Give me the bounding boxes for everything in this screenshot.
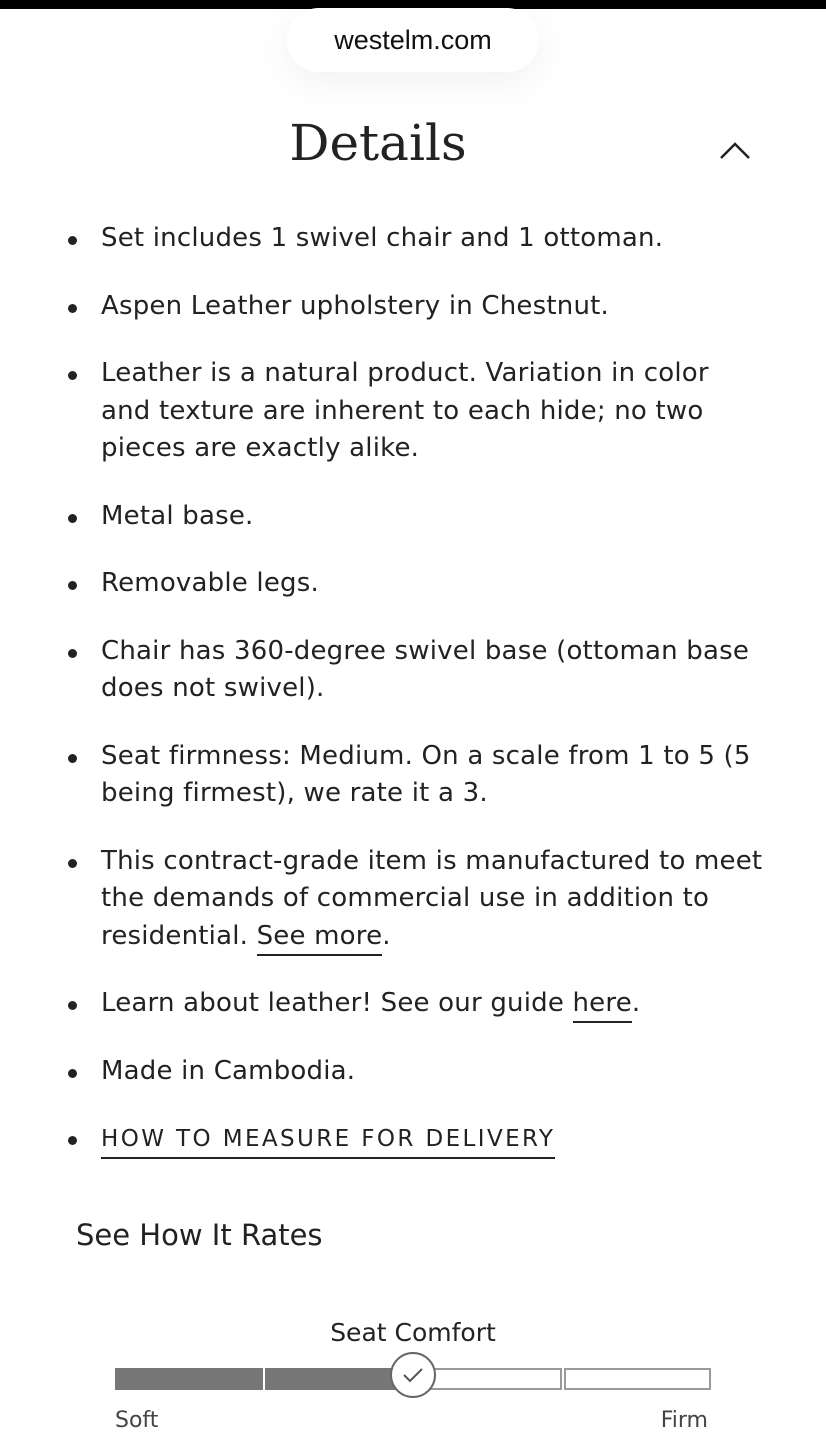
bullet-dot — [68, 754, 77, 763]
details-list-item — [0, 985, 826, 1023]
rating-marker — [390, 1352, 436, 1398]
details-list-item — [0, 220, 826, 258]
url-text: westelm.com — [334, 24, 492, 55]
rating-segment — [115, 1368, 263, 1390]
details-accordion-header[interactable] — [0, 110, 826, 190]
rating-segment — [414, 1368, 562, 1390]
details-item-text: Chair has 360-degree swivel base (ottoman base does not swivel). — [101, 635, 750, 703]
details-item-text: Learn about leather! See our guide — [101, 988, 565, 1018]
measure-for-delivery-link[interactable]: HOW TO MEASURE FOR DELIVERY — [101, 1126, 555, 1159]
details-list-item — [0, 498, 826, 536]
bullet-dot — [68, 371, 77, 380]
chevron-up-icon[interactable] — [718, 138, 752, 162]
details-item-text: This contract-grade item is manufactured to meet the demands of commercial use in addition to residential. — [101, 845, 763, 951]
details-item-text: Aspen Leather upholstery in Chestnut. — [101, 290, 609, 321]
details-item-text: Removable legs. — [101, 568, 319, 598]
bullet-dot — [68, 514, 77, 523]
details-list-item — [0, 633, 826, 708]
see-how-it-rates-heading: See How It Rates — [76, 1218, 323, 1252]
sentence-period: . — [382, 920, 391, 951]
scale-min-label: Soft — [115, 1408, 159, 1433]
details-list-item — [0, 1120, 826, 1159]
details-item-text: Leather is a natural product. Variation in color and texture are inherent to each hide; no two pieces are exactly alike. — [101, 358, 709, 463]
scale-max-label: Firm — [660, 1408, 708, 1433]
details-item-text: Made in Cambodia. — [101, 1055, 356, 1086]
bullet-dot — [68, 649, 77, 658]
details-list-item — [0, 565, 826, 603]
bullet-dot — [68, 304, 77, 313]
seat-comfort-label: Seat Comfort — [330, 1318, 496, 1347]
details-list-item — [0, 288, 826, 326]
details-list-item — [0, 355, 826, 468]
rating-segment — [564, 1368, 712, 1390]
details-list-item — [0, 1053, 826, 1091]
details-item-text: Set includes 1 swivel chair and 1 ottoman. — [101, 223, 664, 253]
details-list — [0, 220, 826, 1189]
details-item-text: Seat firmness: Medium. On a scale from 1 to 5 (5 being firmest), we rate it a 3. — [101, 740, 751, 808]
see-more-link[interactable]: See more — [257, 921, 383, 956]
bullet-dot — [68, 581, 77, 590]
address-bar[interactable] — [287, 8, 539, 72]
bullet-dot — [68, 236, 77, 245]
bullet-dot — [68, 1001, 77, 1010]
details-list-item — [0, 843, 826, 956]
details-item-text: Metal base. — [101, 500, 254, 531]
sentence-period: . — [631, 988, 641, 1018]
leather-guide-link[interactable]: here — [573, 988, 632, 1023]
checkmark-icon — [402, 1367, 424, 1383]
bullet-dot — [68, 1069, 77, 1078]
bullet-dot — [68, 859, 77, 868]
details-list-item — [0, 738, 826, 813]
bullet-dot — [68, 1136, 77, 1145]
details-title: Details — [289, 114, 467, 172]
